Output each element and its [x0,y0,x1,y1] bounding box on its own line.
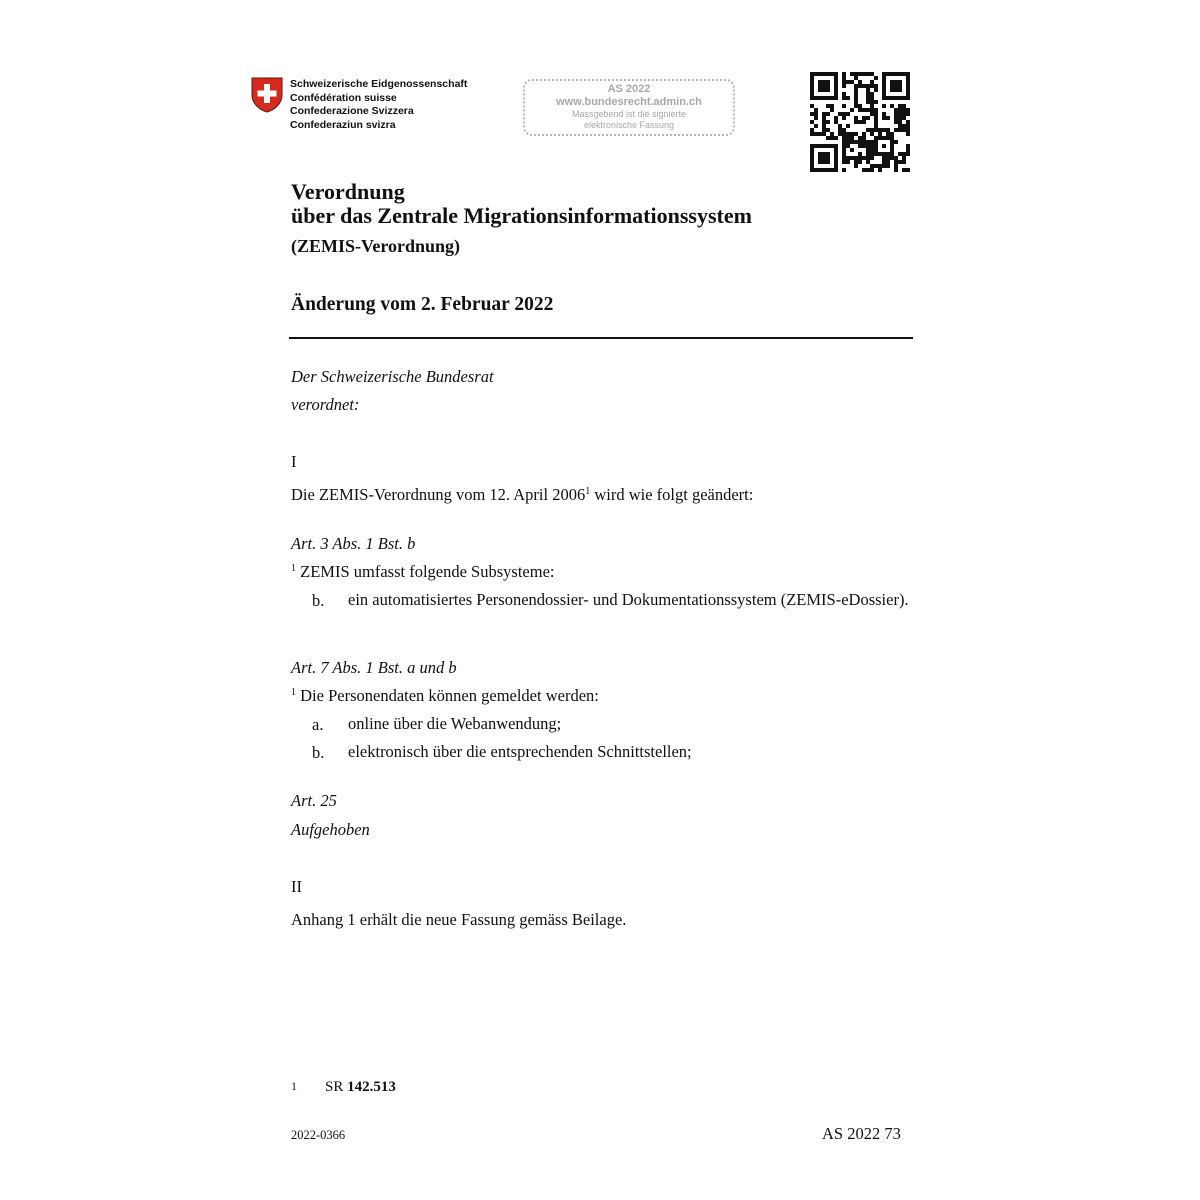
footnote-text [325,1079,396,1096]
section-1-intro [291,485,753,505]
art-7-paragraph [291,686,599,706]
confederation-name-de: Schweizerische Eidgenossenschaft [290,78,468,90]
section-numeral-2: II [291,877,302,896]
official-publication-stamp [523,79,735,136]
title-line-2: über das Zentrale Migrationsinformationssystem [291,203,752,228]
qr-code-icon [810,72,910,172]
art-3-paragraph [291,562,554,582]
document-subtitle: (ZEMIS-Verordnung) [291,236,461,256]
art-3-item-text: ein automatisiertes Personendossier- und Dokumentationssystem (ZEMIS-eDossier). [348,590,909,609]
confederation-name-it: Confederazione Svizzera [290,105,414,117]
confederation-names [290,78,467,132]
art-7-item-a-text: online über die Webanwendung; [348,714,562,733]
amendment-date: Änderung vom 2. Februar 2022 [291,294,554,315]
confederation-name-rm: Confederaziun svizra [290,118,396,131]
art-7-heading: Art. 7 Abs. 1 Bst. a und b [291,658,457,677]
stamp-collection: AS 2022 [607,83,651,95]
official-collection-reference: AS 2022 73 [822,1124,901,1143]
swiss-coat-of-arms-icon [250,77,284,113]
art-25-heading: Art. 25 [291,791,337,810]
paragraph-number: 1 [291,563,296,574]
title-divider [289,337,913,339]
footnote-sr-number: 142.513 [347,1079,396,1095]
stamp-note-2: elektronische Fassung [583,120,675,130]
art-7-item-a-label: a. [312,715,324,734]
preamble-authority: Der Schweizerische Bundesrat [291,367,494,386]
paragraph-number: 1 [291,687,296,698]
paragraph-text: Die Personendaten können gemeldet werden: [296,686,599,705]
document-code: 2022-0366 [291,1128,346,1142]
paragraph-text: ZEMIS umfasst folgende Subsysteme: [296,562,555,581]
footnote-ref: 1 [585,486,591,497]
title-line-1: Verordnung [291,179,405,204]
footnote-prefix: SR [325,1079,348,1095]
art-3-heading: Art. 3 Abs. 1 Bst. b [291,534,416,553]
section-numeral-1: I [291,452,297,471]
art-3-item-label: b. [312,591,325,610]
art-25-text: Aufgehoben [291,820,370,839]
stamp-note-1: Massgebend ist die signierte [571,109,687,119]
intro-text-end: wird wie folgt geändert: [590,485,754,504]
intro-text: Die ZEMIS-Verordnung vom 12. April 2006 [291,485,586,504]
art-7-item-b-label: b. [312,743,325,762]
footnote-number: 1 [291,1079,297,1093]
document-title [291,180,752,228]
stamp-url: www.bundesrecht.admin.ch [556,96,702,108]
section-2-text: Anhang 1 erhält die neue Fassung gemäss Beilage. [291,910,627,929]
art-7-item-b-text: elektronisch über die entsprechenden Schnittstellen; [348,742,692,761]
confederation-name-fr: Confédération suisse [290,91,397,104]
preamble-decrees: verordnet: [291,395,360,414]
